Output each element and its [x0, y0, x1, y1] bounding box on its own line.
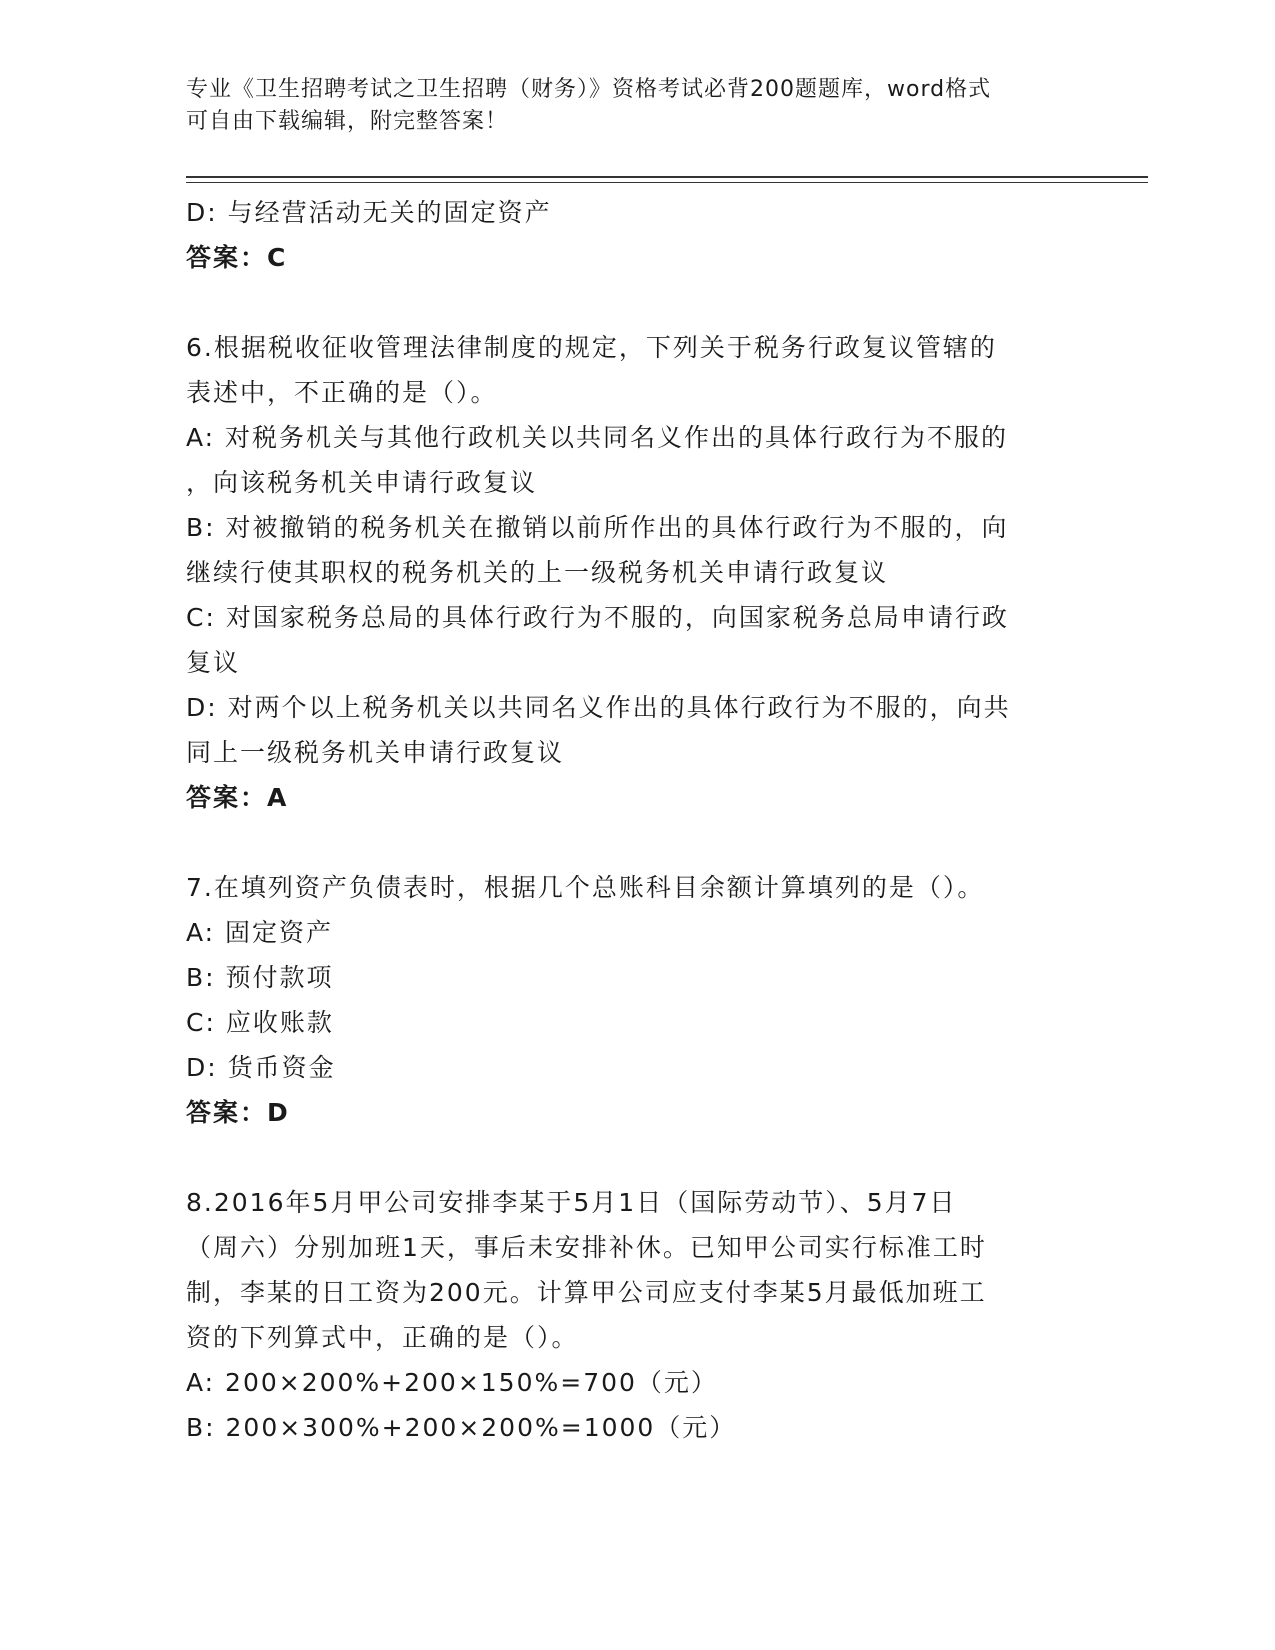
q6-option-d-line-2: 同上一级税务机关申请行政复议 — [186, 738, 565, 767]
question-8 — [186, 1180, 1086, 1450]
q6-option-b-line-2: 继续行使其职权的税务机关的上一级税务机关申请行政复议 — [186, 558, 889, 587]
q6-answer: 答案：A — [186, 783, 289, 812]
document-header — [186, 74, 1066, 138]
q8-stem-line-1: 8.2016年5月甲公司安排李某于5月1日（国际劳动节）、5月7日 — [186, 1188, 957, 1217]
q8-option-b: B: 200×300%+200×200%=1000（元） — [186, 1413, 737, 1442]
q5-option-d: D: 与经营活动无关的固定资产 — [186, 198, 552, 227]
q7-option-d: D: 货币资金 — [186, 1053, 336, 1082]
header-title-line-1: 专业《卫生招聘考试之卫生招聘（财务）》资格考试必背200题题库，word格式 — [186, 77, 992, 102]
header-divider-thick — [186, 176, 1148, 178]
q6-option-a-line-1: A: 对税务机关与其他行政机关以共同名义作出的具体行政行为不服的 — [186, 423, 1009, 452]
q6-option-d-line-1: D: 对两个以上税务机关以共同名义作出的具体行政行为不服的，向共 — [186, 693, 1011, 722]
q6-option-c-line-1: C: 对国家税务总局的具体行政行为不服的，向国家税务总局申请行政 — [186, 603, 1009, 632]
q6-stem-line-1: 6.根据税收征收管理法律制度的规定，下列关于税务行政复议管辖的 — [186, 333, 997, 362]
q7-stem: 7.在填列资产负债表时，根据几个总账科目余额计算填列的是（）。 — [186, 873, 985, 902]
q7-option-a: A: 固定资产 — [186, 918, 334, 947]
question-7 — [186, 865, 1086, 1135]
q7-option-b: B: 预付款项 — [186, 963, 334, 992]
q8-stem-line-2: （周六）分别加班1天，事后未安排补休。已知甲公司实行标准工时 — [186, 1233, 987, 1262]
q6-option-b-line-1: B: 对被撤销的税务机关在撤销以前所作出的具体行政行为不服的，向 — [186, 513, 1009, 542]
header-title-line-2: 可自由下载编辑，附完整答案！ — [186, 109, 509, 134]
q7-answer: 答案：D — [186, 1098, 290, 1127]
q8-stem-line-3: 制，李某的日工资为200元。计算甲公司应支付李某5月最低加班工 — [186, 1278, 987, 1307]
q6-stem-line-2: 表述中，不正确的是（）。 — [186, 378, 498, 407]
q7-option-c: C: 应收账款 — [186, 1008, 334, 1037]
header-divider-thin — [186, 182, 1148, 183]
q8-stem-line-4: 资的下列算式中，正确的是（）。 — [186, 1323, 579, 1352]
q6-option-a-line-2: ，向该税务机关申请行政复议 — [186, 468, 538, 497]
question-6 — [186, 325, 1086, 820]
q6-option-c-line-2: 复议 — [186, 648, 241, 677]
question-5-tail — [186, 190, 1086, 280]
q8-option-a: A: 200×200%+200×150%=700（元） — [186, 1368, 718, 1397]
question-content — [186, 190, 1086, 1450]
q5-answer: 答案：C — [186, 243, 288, 272]
